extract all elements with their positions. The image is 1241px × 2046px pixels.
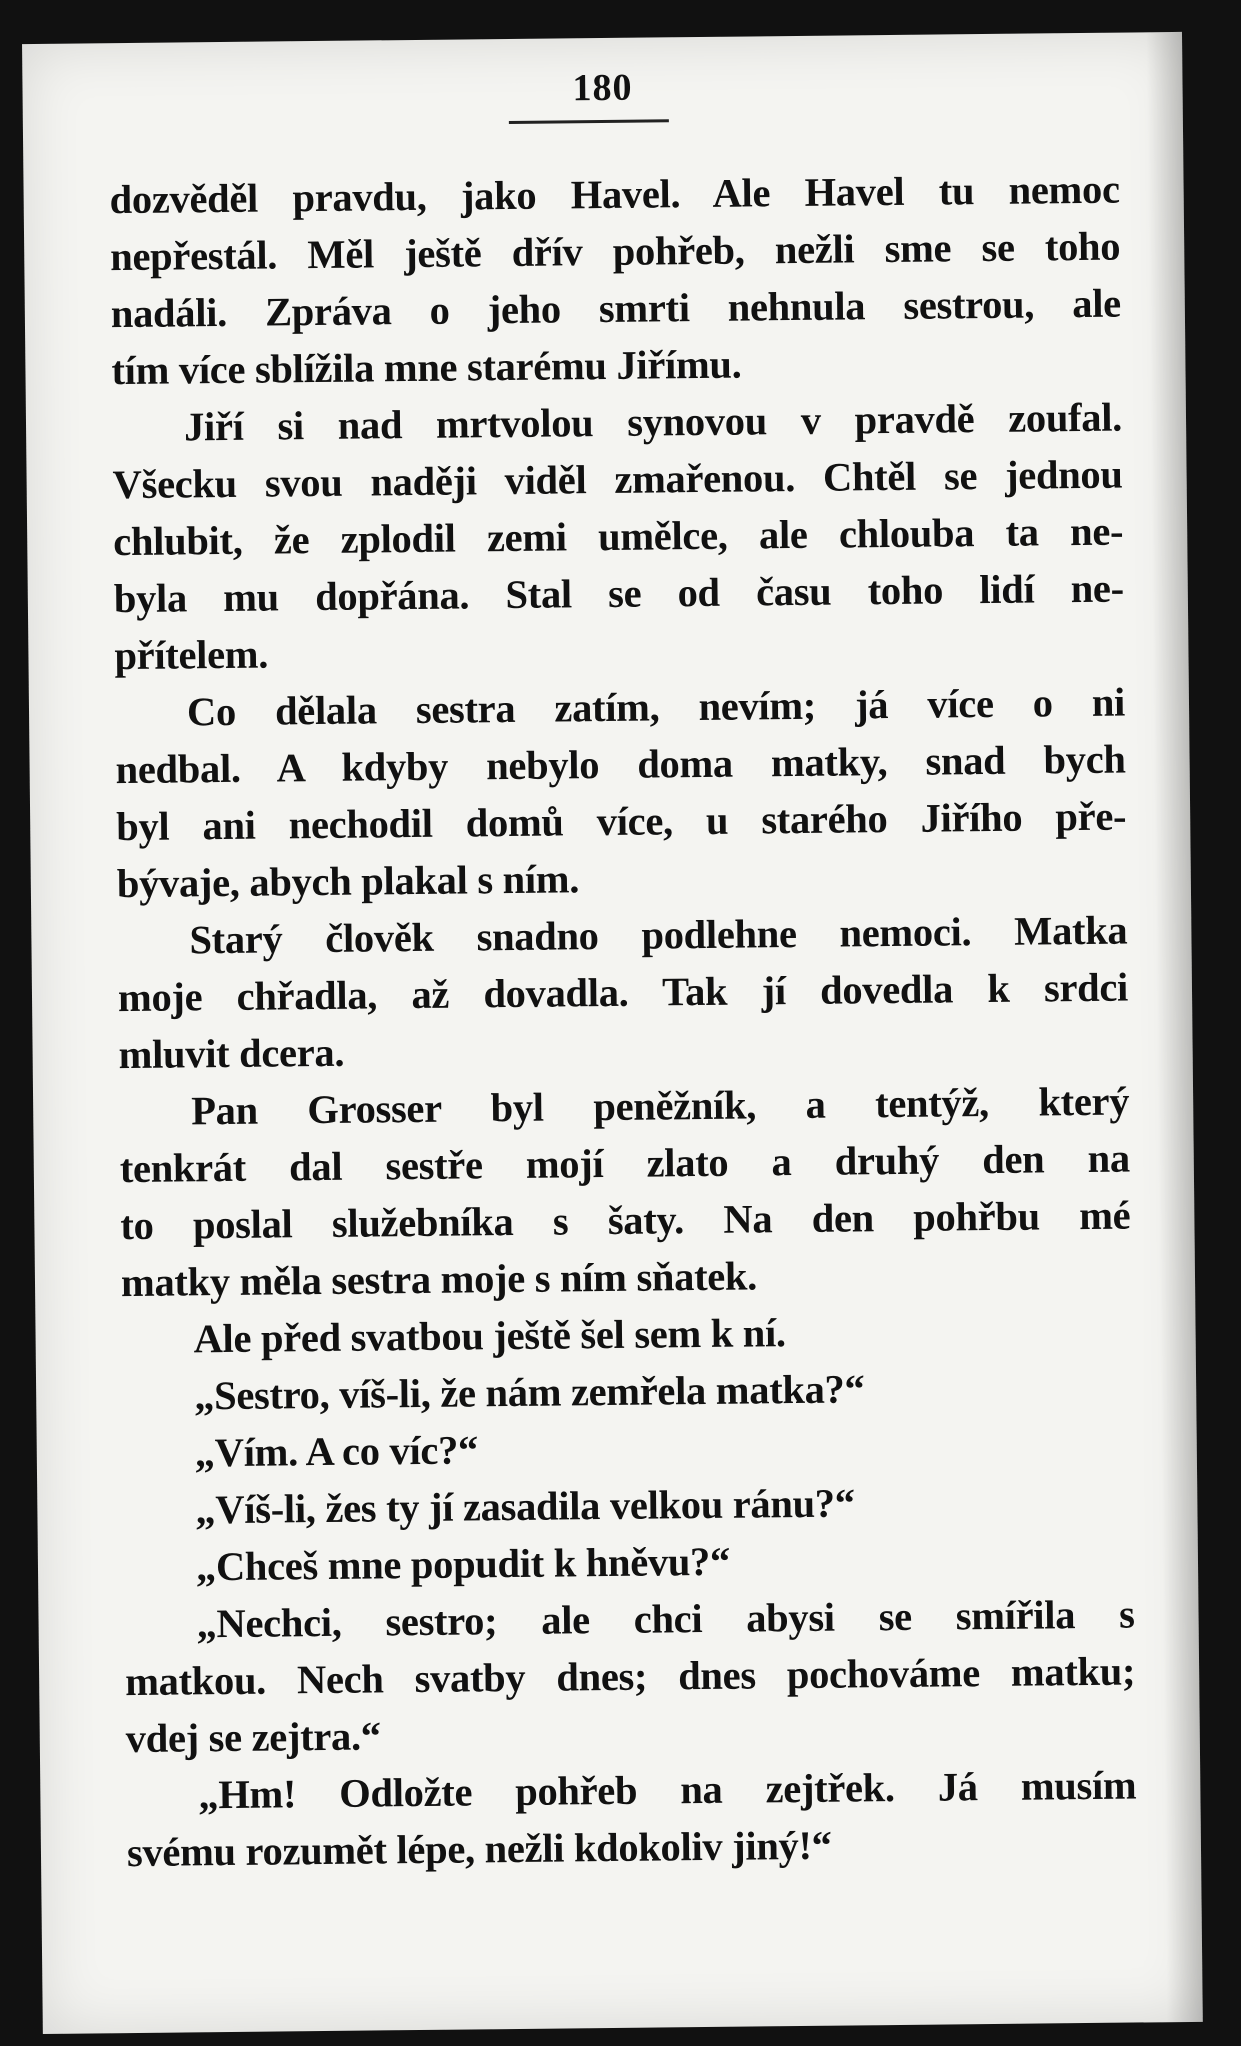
book-page [22, 32, 1203, 2034]
text-line: svému rozumět lépe, nežli kdokoliv jiný!“ [126, 1822, 832, 1876]
text-line: „Vím. A co víc?“ [194, 1427, 479, 1476]
text-line: nepřestál. Měl ještě dřív pohřeb, nežli sme se toho [110, 223, 1121, 280]
text-line: tím více sblížila mne starému Jiřímu. [111, 341, 742, 394]
text-line: „Chceš mne popudit k hněvu?“ [195, 1538, 731, 1590]
text-line: bývaje, abych plakal s ním. [116, 856, 580, 907]
text-line: nedbal. A kdyby nebylo doma matky, snad bych [115, 736, 1126, 793]
text-line: matky měla sestra moje s ním sňatek. [120, 1253, 758, 1306]
text-line: Všecku svou naději viděl zmařenou. Chtěl se jednou [112, 451, 1123, 508]
text-line: byla mu dopřána. Stal se od času toho lidí ne- [113, 565, 1125, 622]
text-line: přítelem. [114, 631, 269, 679]
text-line: Pan Grosser byl peněžník, a tentýž, který [190, 1078, 1130, 1134]
text-line: Co dělala sestra zatím, nevím; já více o ni [186, 679, 1126, 735]
page-number: 180 [572, 66, 633, 110]
text-line: moje chřadla, až dovadla. Tak jí dovedla k srdci [117, 964, 1129, 1021]
text-line: to poslal služebníka s šaty. Na den pohřbu mé [120, 1192, 1131, 1249]
text-line: „Hm! Odložte pohřeb na zejtřek. Já musím [198, 1762, 1137, 1818]
text-line: matkou. Nech svatby dnes; dnes pochováme matku; [124, 1648, 1136, 1705]
text-line: „Víš-li, žes ty jí zasadila velkou ránu?“ [195, 1480, 855, 1533]
text-line: dozvěděl pravdu, jako Havel. Ale Havel tu nemoc [109, 166, 1120, 223]
text-line: „Nechci, sestro; ale chci abysi se smířila s [196, 1591, 1135, 1647]
text-line: nadáli. Zpráva o jeho smrti nehnula sestrou, ale [110, 280, 1122, 337]
page-number-rule [509, 119, 669, 124]
text-line: Ale před svatbou ještě šel sem k ní. [193, 1310, 786, 1362]
text-line: byl ani nechodil domů více, u starého Jiřího pře- [115, 793, 1127, 850]
text-line: „Sestro, víš-li, že nám zemřela matka?“ [193, 1366, 865, 1419]
text-line: vdej se zejtra.“ [125, 1713, 381, 1762]
text-line: mluvit dcera. [118, 1029, 345, 1078]
text-line: chlubit, že zplodil zemi umělce, ale chlouba ta ne- [113, 508, 1124, 565]
text-line: Starý člověk snadno podlehne nemoci. Matka [189, 907, 1128, 963]
body-text [109, 161, 1137, 1881]
text-line: tenkrát dal sestře mojí zlato a druhý den na [119, 1135, 1130, 1192]
text-line: Jiří si nad mrtvolou synovou v pravdě zoufal. [183, 394, 1123, 450]
